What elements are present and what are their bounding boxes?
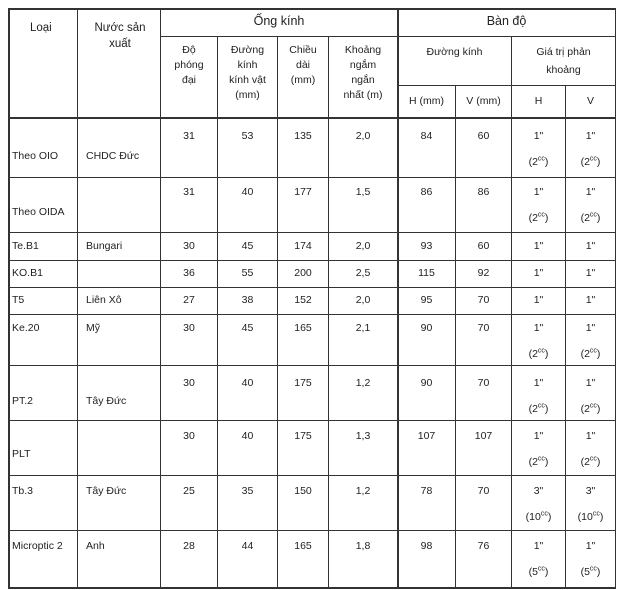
superscript-cc: cc	[537, 347, 545, 355]
row-cd: 135	[294, 130, 312, 142]
row-kn: 1,5	[355, 186, 371, 198]
row-dk: 40	[241, 186, 254, 198]
superscript-cc: cc	[537, 565, 545, 573]
row-dk: 45	[241, 322, 254, 334]
row-gv: 1"	[585, 377, 596, 389]
row-h: 84	[420, 130, 433, 142]
superscript-cc: cc	[589, 347, 597, 355]
row-gh-sub: $(2^{cc})$	[528, 155, 549, 168]
row-gh-sub: $(2^{cc})$	[528, 347, 549, 360]
row-gh: 3"	[533, 485, 544, 497]
header-khoang-ngam-3: ngắn	[351, 74, 375, 86]
row-nuoc: Bungari	[86, 240, 123, 252]
row-gv: 3"	[585, 485, 596, 497]
row-nuoc: Anh	[86, 540, 105, 552]
header-khoang-ngam	[329, 43, 397, 103]
superscript-cc: cc	[592, 510, 600, 518]
row-kn: 1,3	[355, 430, 371, 442]
row-zoom: 30	[183, 322, 195, 334]
row-gh: 1"	[533, 267, 544, 279]
row-cd: 150	[294, 485, 312, 497]
superscript-cc: cc	[537, 211, 545, 219]
row-cd: 152	[294, 294, 312, 306]
row-h: 78	[420, 485, 433, 497]
row-loai: Ke.20	[12, 322, 40, 334]
header-do-phong-dai	[161, 43, 217, 88]
header-duong-kinh-kinh-vat	[218, 43, 277, 103]
row-gv: 1"	[585, 130, 596, 142]
row-loai: PT.2	[12, 395, 34, 407]
header-do-phong-dai-2: phóng	[174, 59, 204, 71]
row-v: 60	[477, 240, 490, 252]
header-duong-kinh: Đường kính	[426, 46, 483, 58]
row-gv: 1"	[585, 267, 596, 279]
header-nuoc-sx	[86, 20, 154, 52]
row-h: 107	[417, 430, 436, 442]
header-dkkv-3: kính vật	[229, 74, 266, 86]
row-loai: Te.B1	[12, 240, 39, 252]
row-gh: 1"	[533, 130, 544, 142]
row-cd: 200	[294, 267, 312, 279]
row-loai: Theo OIO	[12, 150, 59, 162]
row-zoom: 28	[183, 540, 195, 552]
row-v: 70	[477, 294, 490, 306]
row-nuoc: Tây Đức	[86, 395, 127, 407]
row-zoom: 31	[183, 186, 195, 198]
row-gv: 1"	[585, 430, 596, 442]
row-kn: 1,2	[355, 377, 371, 389]
header-h-mm: H (mm)	[409, 95, 444, 107]
row-gh: 1"	[533, 240, 544, 252]
row-v: 70	[477, 485, 490, 497]
row-gv-sub: $(2^{cc})$	[580, 402, 601, 415]
row-v: 70	[477, 377, 490, 389]
row-cd: 174	[294, 240, 312, 252]
row-loai: KO.B1	[12, 267, 43, 279]
row-v: 107	[474, 430, 493, 442]
row-v: 70	[477, 322, 490, 334]
row-kn: 1,2	[355, 485, 371, 497]
header-chieu-dai-3: (mm)	[290, 74, 316, 86]
row-gv: 1"	[585, 294, 596, 306]
header-nuoc-line1: Nước sản	[94, 22, 146, 34]
row-gh: 1"	[533, 294, 544, 306]
row-loai: Tb.3	[12, 485, 34, 497]
row-nuoc: CHDC Đức	[86, 150, 140, 162]
header-do-phong-dai-3: đại	[181, 74, 196, 86]
row-gh-sub: $(2^{cc})$	[528, 455, 549, 468]
superscript-cc: cc	[537, 155, 545, 163]
row-dk: 44	[241, 540, 254, 552]
row-dk: 40	[241, 430, 254, 442]
row-zoom: 30	[183, 430, 195, 442]
row-nuoc: Mỹ	[86, 322, 100, 334]
row-loai: Microptic 2	[12, 540, 63, 552]
superscript-cc: cc	[589, 455, 597, 463]
row-cd: 165	[294, 322, 312, 334]
row-kn: 2,0	[355, 240, 371, 252]
header-ong-kinh: Ống kính	[253, 14, 305, 28]
row-dk: 55	[241, 267, 254, 279]
row-gv-sub: $(2^{cc})$	[580, 211, 601, 224]
row-loai: PLT	[12, 448, 31, 460]
row-zoom: 27	[183, 294, 195, 306]
row-h: 86	[420, 186, 433, 198]
row-gv-sub: $(2^{cc})$	[580, 455, 601, 468]
row-gv: 1"	[585, 240, 596, 252]
header-chieu-dai	[278, 43, 328, 88]
row-kn: 2,1	[355, 322, 371, 334]
row-h: 90	[420, 322, 433, 334]
row-kn: 2,0	[355, 130, 371, 142]
row-gh-sub: $(2^{cc})$	[528, 402, 549, 415]
row-gh: 1"	[533, 322, 544, 334]
header-khoang-ngam-2: ngắm	[349, 59, 377, 71]
row-gh: 1"	[533, 377, 544, 389]
superscript-cc: cc	[589, 565, 597, 573]
row-dk: 38	[241, 294, 254, 306]
header-h: H	[534, 95, 543, 107]
superscript-cc: cc	[589, 211, 597, 219]
row-gv: 1"	[585, 540, 596, 552]
row-cd: 175	[294, 377, 312, 389]
row-dk: 35	[241, 485, 254, 497]
header-chieu-dai-2: dài	[295, 59, 310, 71]
row-h: 115	[418, 267, 435, 279]
header-chieu-dai-1: Chiều	[289, 44, 317, 56]
row-cd: 175	[294, 430, 312, 442]
header-gia-tri	[512, 43, 615, 79]
row-cd: 177	[294, 186, 312, 198]
row-h: 90	[420, 377, 433, 389]
row-h: 98	[420, 540, 433, 552]
row-gv-sub: $(2^{cc})$	[580, 347, 601, 360]
row-kn: 2,5	[355, 267, 371, 279]
row-kn: 2,0	[355, 294, 371, 306]
header-v: V	[586, 95, 594, 107]
header-nuoc-line2: xuất	[109, 38, 131, 50]
row-gh: 1"	[533, 186, 544, 198]
row-gv: 1"	[585, 322, 596, 334]
header-khoang-ngam-1: Khoảng	[344, 44, 382, 56]
row-h: 93	[420, 240, 433, 252]
row-v: 92	[477, 267, 490, 279]
row-gh-sub: $(10^{cc})$	[525, 510, 552, 523]
row-gh-sub: $(5^{cc})$	[528, 565, 549, 578]
row-loai: Theo OIDA	[12, 206, 65, 218]
row-gh-sub: $(2^{cc})$	[528, 211, 549, 224]
row-loai: T5	[12, 294, 25, 306]
row-gh: 1"	[533, 430, 544, 442]
row-dk: 45	[241, 240, 254, 252]
superscript-cc: cc	[589, 402, 597, 410]
header-do-phong-dai-1: Độ	[182, 44, 196, 56]
row-cd: 165	[294, 540, 312, 552]
row-nuoc: Liên Xô	[86, 294, 122, 306]
row-zoom: 25	[183, 485, 195, 497]
header-v-mm: V (mm)	[466, 95, 501, 107]
header-khoang-ngam-4: nhất (m)	[343, 89, 383, 101]
superscript-cc: cc	[537, 455, 545, 463]
header-dkkv-2: kính	[237, 59, 258, 71]
row-v: 76	[477, 540, 490, 552]
row-kn: 1,8	[355, 540, 371, 552]
row-dk: 40	[241, 377, 254, 389]
superscript-cc: cc	[540, 510, 548, 518]
header-loai: Loại	[30, 22, 52, 34]
row-gh: 1"	[533, 540, 544, 552]
row-zoom: 30	[183, 240, 195, 252]
row-v: 86	[477, 186, 490, 198]
row-dk: 53	[241, 130, 254, 142]
header-dkkv-1: Đường	[230, 44, 265, 56]
row-zoom: 30	[183, 377, 195, 389]
header-gia-tri-2: khoảng	[546, 64, 581, 76]
row-zoom: 36	[183, 267, 195, 279]
row-gv: 1"	[585, 186, 596, 198]
header-ban-do: Bàn độ	[486, 14, 527, 28]
row-h: 95	[420, 294, 433, 306]
row-nuoc: Tây Đức	[86, 485, 127, 497]
row-gv-sub: $(5^{cc})$	[580, 565, 601, 578]
row-v: 60	[477, 130, 490, 142]
header-dkkv-4: (mm)	[235, 89, 260, 101]
superscript-cc: cc	[589, 155, 597, 163]
superscript-cc: cc	[537, 402, 545, 410]
row-gv-sub: $(10^{cc})$	[577, 510, 604, 523]
row-zoom: 31	[183, 130, 195, 142]
header-gia-tri-1: Giá trị phản	[536, 46, 591, 58]
row-gv-sub: $(2^{cc})$	[580, 155, 601, 168]
